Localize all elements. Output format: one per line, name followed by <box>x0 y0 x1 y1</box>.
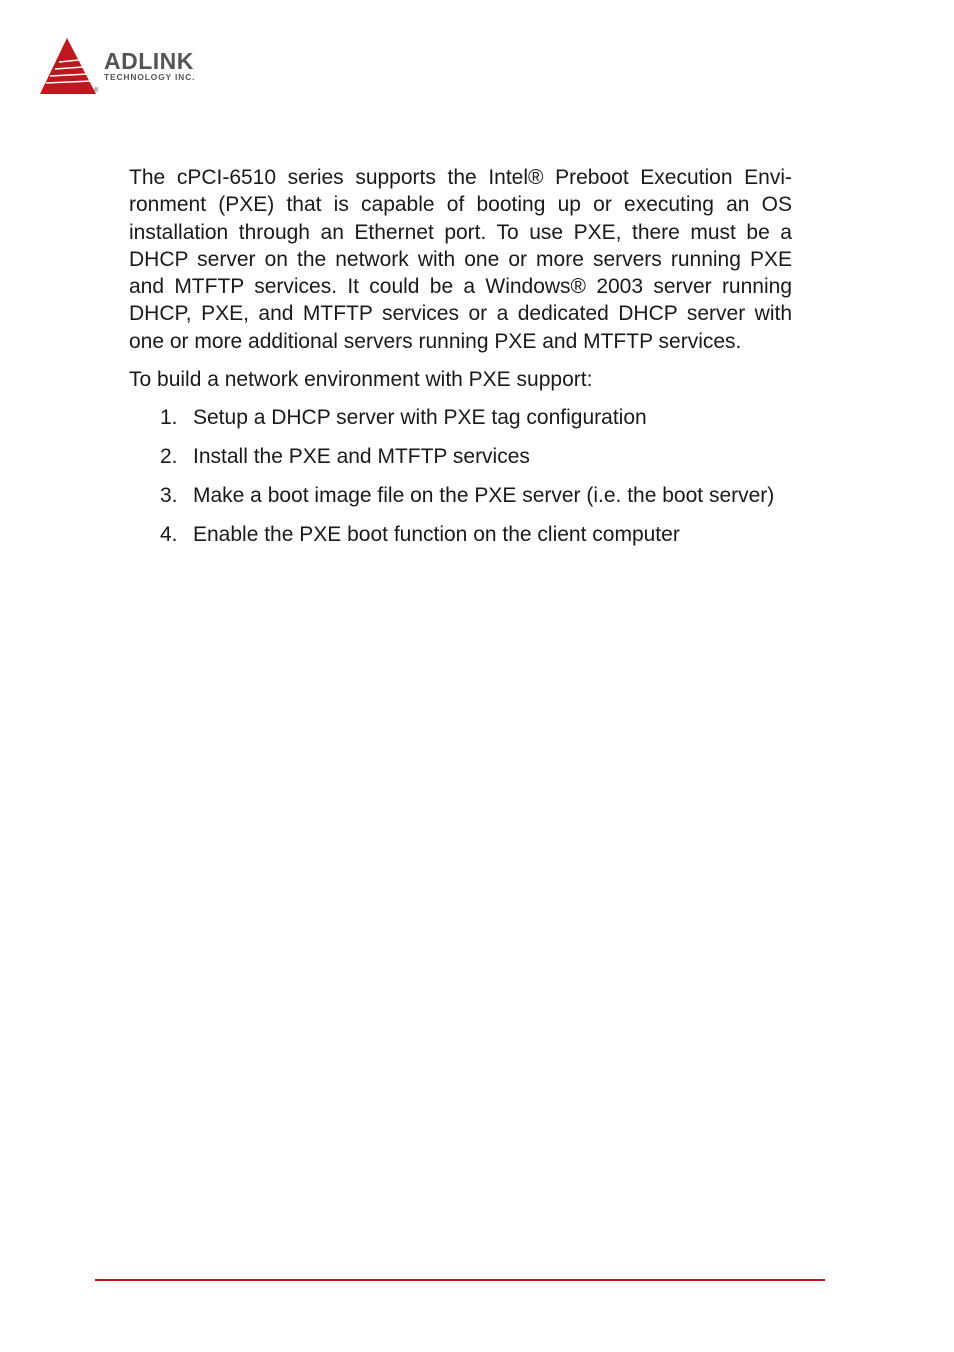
page-content <box>129 164 792 560</box>
steps-list <box>129 404 829 548</box>
step-number: 4. <box>160 523 178 547</box>
steps-intro: To build a network environment with PXE support: <box>129 368 593 392</box>
footer-divider <box>95 1279 825 1281</box>
step-text: Install the PXE and MTFTP services <box>193 445 530 469</box>
intro-paragraph: The cPCI-6510 series supports the Intel® Preboot Execution Envi-ronment (PXE) that is capable of booting up or executing an OS installation through an Ethernet port. To use PXE, there must be a DHCP server on the network with one or more servers running PXE and MTFTP services. It could be a Windows® 2003 server running DHCP, PXE, and MTFTP services or a dedicated DHCP server with one or more additional servers running PXE and MTFTP services. <box>129 166 792 353</box>
step-text: Setup a DHCP server with PXE tag configuration <box>193 406 647 430</box>
list-item <box>129 521 829 548</box>
company-logo <box>38 36 238 100</box>
step-number: 2. <box>160 445 178 469</box>
step-text: Make a boot image file on the PXE server (i.e. the boot server) <box>193 484 775 508</box>
list-item <box>129 482 829 509</box>
step-text: Enable the PXE boot function on the client computer <box>193 523 680 547</box>
list-item <box>129 443 829 470</box>
list-item <box>129 404 829 431</box>
step-number: 1. <box>160 406 178 430</box>
logo-subtitle-text: TECHNOLOGY INC. <box>104 72 196 82</box>
registered-mark: ® <box>94 88 99 94</box>
adlink-triangle-icon <box>38 36 100 98</box>
step-number: 3. <box>160 484 178 508</box>
logo-brand-text: ADLINK <box>104 48 194 74</box>
